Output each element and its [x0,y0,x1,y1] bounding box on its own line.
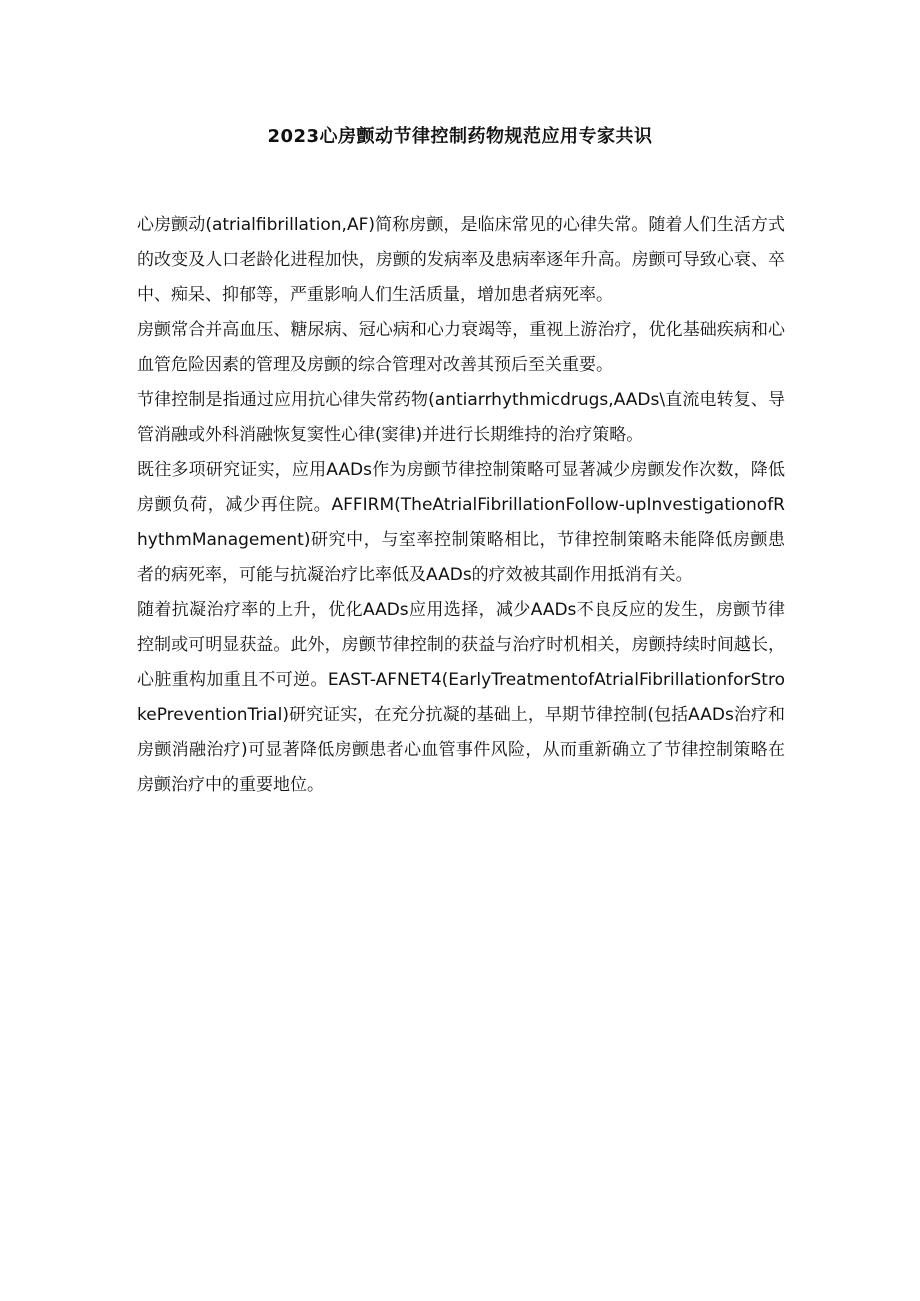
paragraph-comorbidities: 房颤常合并高血压、糖尿病、冠心病和心力衰竭等，重视上游治疗，优化基础疾病和心血管危险因素的管理及房颤的综合管理对改善其预后至关重要。 [137,320,785,375]
paragraph-intro: 心房颤动(atrialfibrillation,AF)简称房颤，是临床常见的心律失常。随着人们生活方式的改变及人口老龄化进程加快，房颤的发病率及患病率逐年升高。房颤可导致心衰、卒中、痴呆、抑郁等，严重影响人们生活质量，增加患者病死率。 [137,215,785,305]
document-body [137,208,785,803]
paragraph-rhythm-control-definition: 节律控制是指通过应用抗心律失常药物(antiarrhythmicdrugs,AADs\直流电转复、导管消融或外科消融恢复窦性心律(窦律)并进行长期维持的治疗策略。 [137,390,785,445]
paragraph-early-rhythm-control: 随着抗凝治疗率的上升，优化AADs应用选择，减少AADs不良反应的发生，房颤节律控制或可明显获益。此外，房颤节律控制的获益与治疗时机相关，房颤持续时间越长，心脏重构加重且不可逆。EAST-AFNET4(EarlyTreatmentofAtrialFibrillationforStrokePreventionTrial)研究证实，在充分抗凝的基础上，早期节律控制(包括AADs治疗和房颤消融治疗)可显著降低房颤患者心血管事件风险，从而重新确立了节律控制策略在房颤治疗中的重要地位。 [137,600,785,795]
paragraph-prior-studies: 既往多项研究证实，应用AADs作为房颤节律控制策略可显著减少房颤发作次数，降低房颤负荷，减少再住院。AFFIRM(TheAtrialFibrillationFollow-upInvestigationofRhythmManagement)研究中，与室率控制策略相比，节律控制策略未能降低房颤患者的病死率，可能与抗凝治疗比率低及AADs的疗效被其副作用抵消有关。 [137,460,785,585]
document-title: 2023心房颤动节律控制药物规范应用专家共识 [267,126,653,147]
